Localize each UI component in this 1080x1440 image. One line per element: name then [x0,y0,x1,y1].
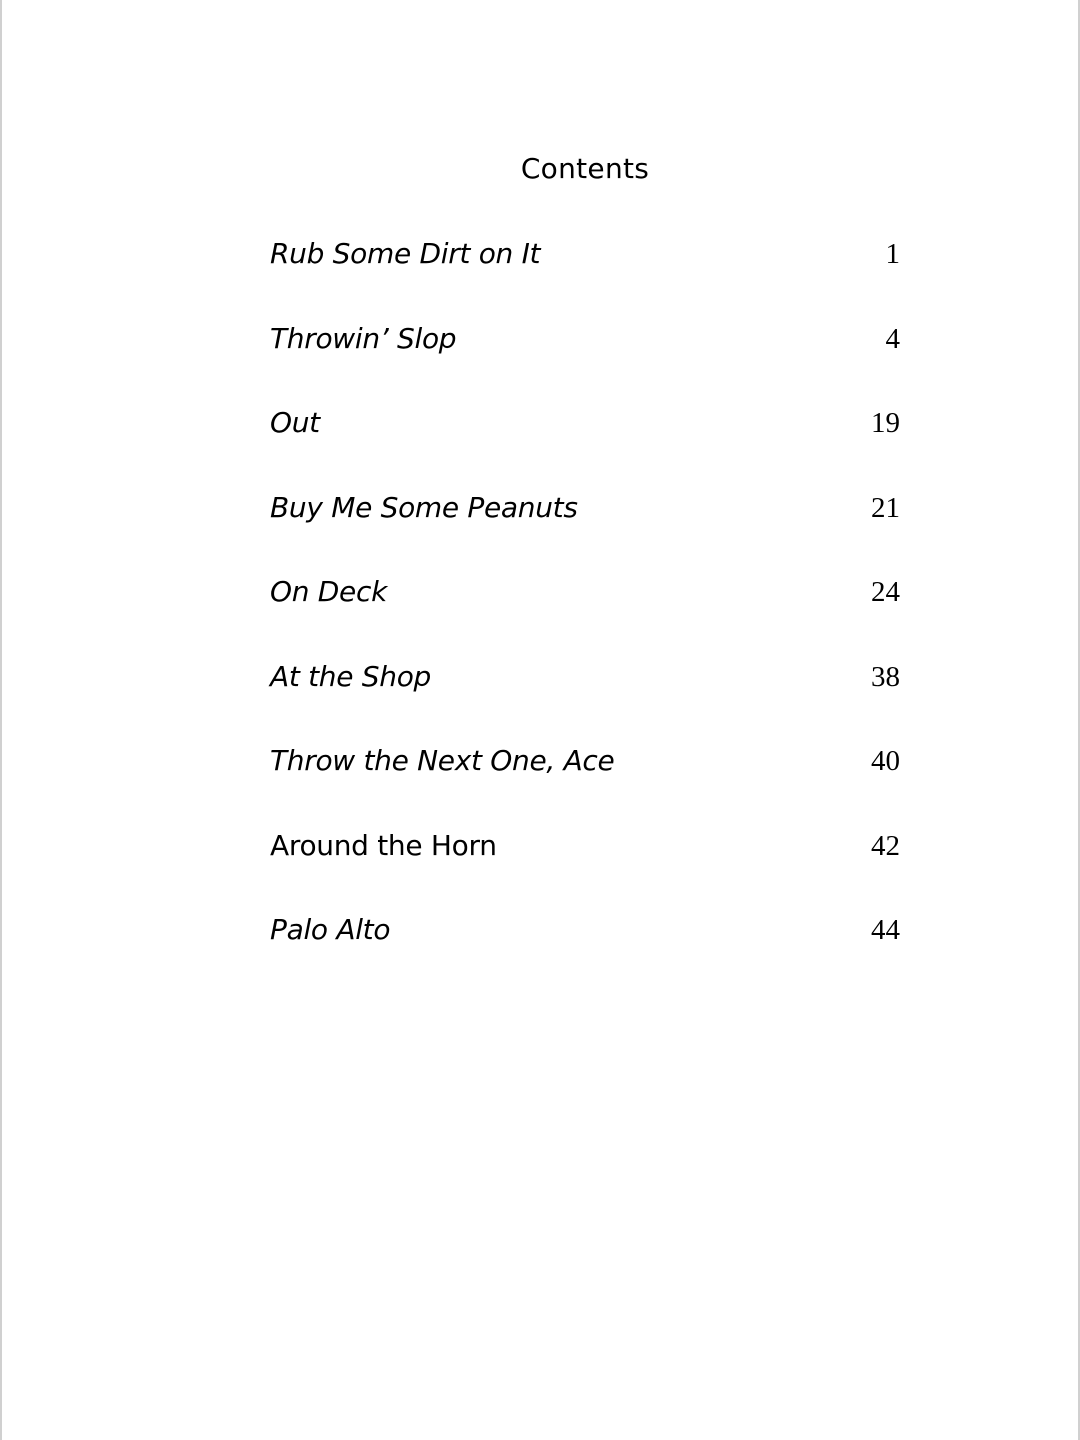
toc-entry-page-number: 38 [871,660,900,693]
page-edge-left [0,0,2,1440]
toc-entry-rub-some-dirt-on-it[interactable] [270,228,900,313]
toc-entry-palo-alto[interactable] [270,904,900,989]
toc-entry-page-number: 19 [871,407,900,439]
toc-entry-title: Rub Some Dirt on It [270,237,541,270]
toc-entry-at-the-shop[interactable] [270,651,900,736]
toc-entry-on-deck[interactable] [270,566,900,651]
toc-entry-page-number: 4 [885,322,900,355]
toc-entry-buy-me-some-peanuts[interactable] [270,482,900,567]
toc-entry-title: Buy Me Some Peanuts [270,490,578,524]
toc-entry-throwin-slop[interactable] [270,313,900,398]
toc-entry-title: Palo Alto [270,913,391,946]
toc-entry-around-the-horn[interactable] [270,820,900,905]
toc-entry-title: At the Shop [270,659,432,693]
toc-entry-title: On Deck [270,575,387,608]
toc-entry-out[interactable] [270,397,900,482]
toc-entry-page-number: 44 [871,914,900,946]
contents-heading: Contents [520,152,650,185]
toc-entry-title: Around the Horn [270,828,497,862]
toc-entry-title: Out [270,406,320,439]
toc-entry-throw-the-next-one-ace[interactable] [270,735,900,820]
toc-entry-page-number: 42 [871,829,900,862]
toc-entry-page-number: 1 [885,238,900,270]
toc-entry-title: Throw the Next One, Ace [270,744,615,777]
toc-entry-page-number: 40 [871,745,900,777]
toc-entry-title: Throwin’ Slop [270,321,457,355]
toc-entry-page-number: 24 [871,576,900,608]
table-of-contents [270,228,900,989]
toc-entry-page-number: 21 [871,491,900,524]
